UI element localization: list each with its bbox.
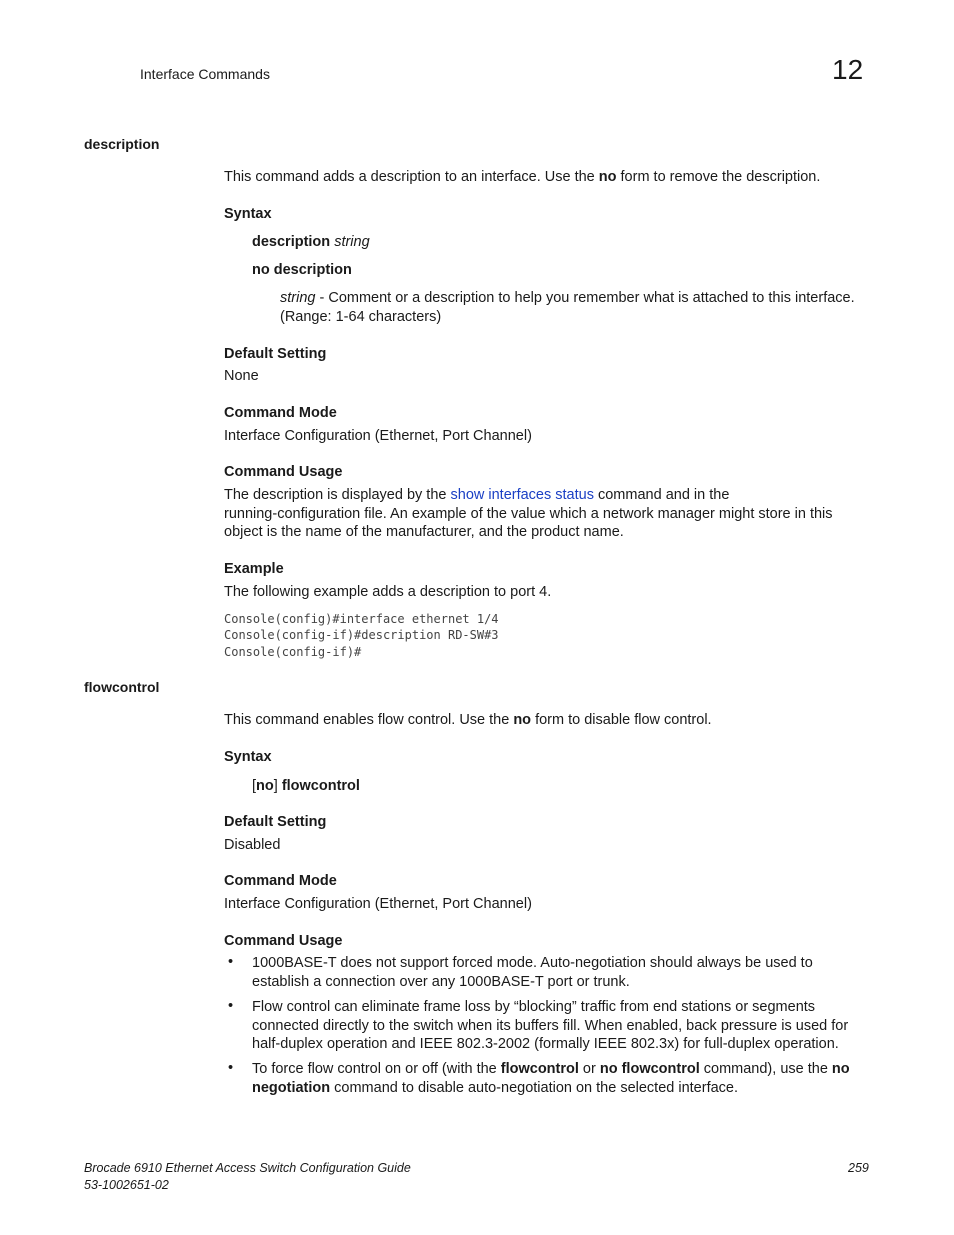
footer-doc-number: 53-1002651-02 (84, 1178, 169, 1192)
bullet-2-line3: half-duplex operation and IEEE 802.3-2002 (formally IEEE 802.3x) for full-duplex operation. (252, 1036, 839, 1052)
bullet-1-line1: 1000BASE-T does not support forced mode. Auto-negotiation should always be used to (252, 955, 813, 971)
running-header: Interface Commands (140, 66, 270, 82)
description-default-label: Default Setting (224, 346, 327, 362)
description-intro: This command adds a description to an interface. Use the no form to remove the description. (224, 169, 821, 185)
flowcontrol-mode-value: Interface Configuration (Ethernet, Port Channel) (224, 896, 532, 912)
description-code-line-2: Console(config-if)#description RD-SW#3 (224, 628, 499, 642)
flowcontrol-syntax-command: [no] flowcontrol (252, 778, 360, 794)
show-interfaces-status-link[interactable]: show interfaces status (450, 487, 594, 503)
description-mode-value: Interface Configuration (Ethernet, Port Channel) (224, 428, 532, 444)
flowcontrol-mode-label: Command Mode (224, 873, 337, 889)
flowcontrol-intro: This command enables flow control. Use the no form to disable flow control. (224, 712, 712, 728)
description-example-text: The following example adds a description to port 4. (224, 584, 552, 600)
flowcontrol-default-value: Disabled (224, 837, 281, 853)
description-default-value: None (224, 368, 259, 384)
description-syntax-label: Syntax (224, 206, 272, 222)
bullet-2-line2: connected directly to the switch when its buffers fill. When enabled, back pressure is used for (252, 1018, 849, 1034)
flowcontrol-heading: flowcontrol (84, 679, 160, 695)
flowcontrol-usage-label: Command Usage (224, 933, 343, 949)
description-syntax-no: no description (252, 262, 352, 278)
description-code-line-3: Console(config-if)# (224, 645, 362, 659)
description-heading: description (84, 136, 160, 152)
bullet-2-line1: Flow control can eliminate frame loss by “blocking” traffic from end stations or segments (252, 999, 816, 1015)
description-code-line-1: Console(config)#interface ethernet 1/4 (224, 612, 499, 626)
bullet-2-marker: • (228, 998, 234, 1014)
flowcontrol-default-label: Default Setting (224, 814, 327, 830)
bullet-3-line2: negotiation command to disable auto-negotiation on the selected interface. (252, 1080, 739, 1096)
description-usage-label: Command Usage (224, 464, 343, 480)
description-usage-line1: The description is displayed by the show interfaces status command and in the (224, 487, 730, 503)
description-param: string - Comment or a description to help you remember what is attached to this interface. (280, 290, 855, 306)
description-param-range: (Range: 1-64 characters) (280, 309, 442, 325)
bullet-1-marker: • (228, 954, 234, 970)
bullet-1-line2: establish a connection over any 1000BASE-T port or trunk. (252, 974, 630, 990)
bullet-3-marker: • (228, 1060, 234, 1076)
description-example-label: Example (224, 561, 284, 577)
bullet-3-line1: To force flow control on or off (with the flowcontrol or no flowcontrol command), use the no (252, 1061, 850, 1077)
description-mode-label: Command Mode (224, 405, 337, 421)
flowcontrol-syntax-label: Syntax (224, 749, 272, 765)
footer-doc-title: Brocade 6910 Ethernet Access Switch Configuration Guide (84, 1161, 411, 1175)
footer-page-number: 259 (848, 1161, 869, 1175)
description-usage-line2: running-configuration file. An example of the value which a network manager might store in this (224, 506, 833, 522)
description-syntax-command: description string (252, 234, 370, 250)
description-usage-line3: object is the name of the manufacturer, and the product name. (224, 524, 624, 540)
chapter-number: 12 (832, 54, 864, 85)
